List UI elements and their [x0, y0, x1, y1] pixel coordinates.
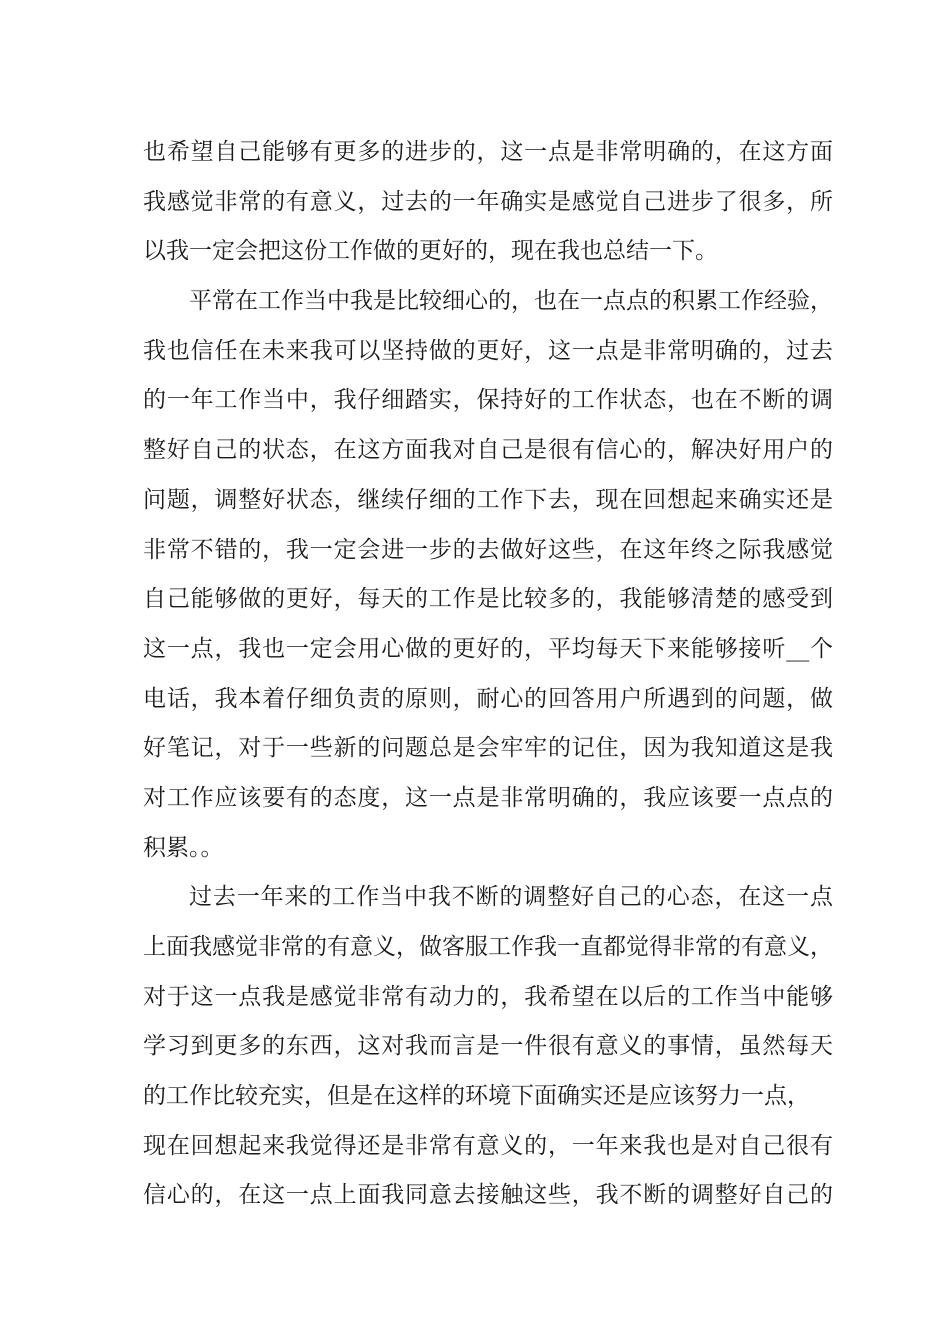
- text-line: 这一点，我也一定会用心做的更好的，平均每天下来能够接听__个: [143, 635, 833, 662]
- text-line: 现在回想起来我觉得还是非常有意义的，一年来我也是对自己很有: [143, 1132, 833, 1159]
- text-line: 对工作应该要有的态度，这一点是非常明确的，我应该要一点点的: [143, 784, 833, 811]
- text-line: 也希望自己能够有更多的进步的，这一点是非常明确的，在这方面: [143, 139, 833, 165]
- text-line: 过去一年来的工作当中我不断的调整好自己的心态，在这一点: [189, 884, 833, 911]
- text-line: 整好自己的状态，在这方面我对自己是很有信心的，解决好用户的: [143, 437, 833, 464]
- text-line: 学习到更多的东西，这对我而言是一件很有意义的事情，虽然每天: [143, 1033, 833, 1060]
- text-line: 电话，我本着仔细负责的原则，耐心的回答用户所遇到的问题，做: [143, 685, 833, 712]
- text-line: 积累。。: [143, 834, 224, 861]
- text-line: 我感觉非常的有意义，过去的一年确实是感觉自己进步了很多，所: [143, 188, 833, 215]
- document-body: [143, 128, 833, 1221]
- text-line: 上面我感觉非常的有意义，做客服工作我一直都觉得非常的有意义，: [143, 934, 833, 960]
- paragraph-3: [143, 873, 833, 1221]
- text-line: 的一年工作当中，我仔细踏实，保持好的工作状态，也在不断的调: [143, 387, 833, 414]
- text-line: 对于这一点我是感觉非常有动力的，我希望在以后的工作当中能够: [143, 983, 833, 1010]
- text-line: 以我一定会把这份工作做的更好的，现在我也总结一下。: [143, 238, 718, 265]
- text-line: 平常在工作当中我是比较细心的，也在一点点的积累工作经验，: [189, 288, 833, 315]
- text-line: 自己能够做的更好，每天的工作是比较多的，我能够清楚的感受到: [143, 586, 833, 613]
- text-line: 的工作比较充实，但是在这样的环境下面确实还是应该努力一点，: [143, 1083, 810, 1110]
- text-line: 好笔记，对于一些新的问题总是会牢牢的记住，因为我知道这是我: [143, 735, 833, 762]
- paragraph-2: [143, 277, 833, 873]
- text-line: 非常不错的，我一定会进一步的去做好这些，在这年终之际我感觉: [143, 536, 833, 563]
- text-line: 问题，调整好状态，继续仔细的工作下去，现在回想起来确实还是: [143, 486, 833, 513]
- text-line: 信心的，在这一点上面我同意去接触这些，我不断的调整好自己的: [143, 1182, 833, 1209]
- paragraph-1: [143, 128, 833, 277]
- text-line: 我也信任在未来我可以坚持做的更好，这一点是非常明确的，过去: [143, 337, 833, 364]
